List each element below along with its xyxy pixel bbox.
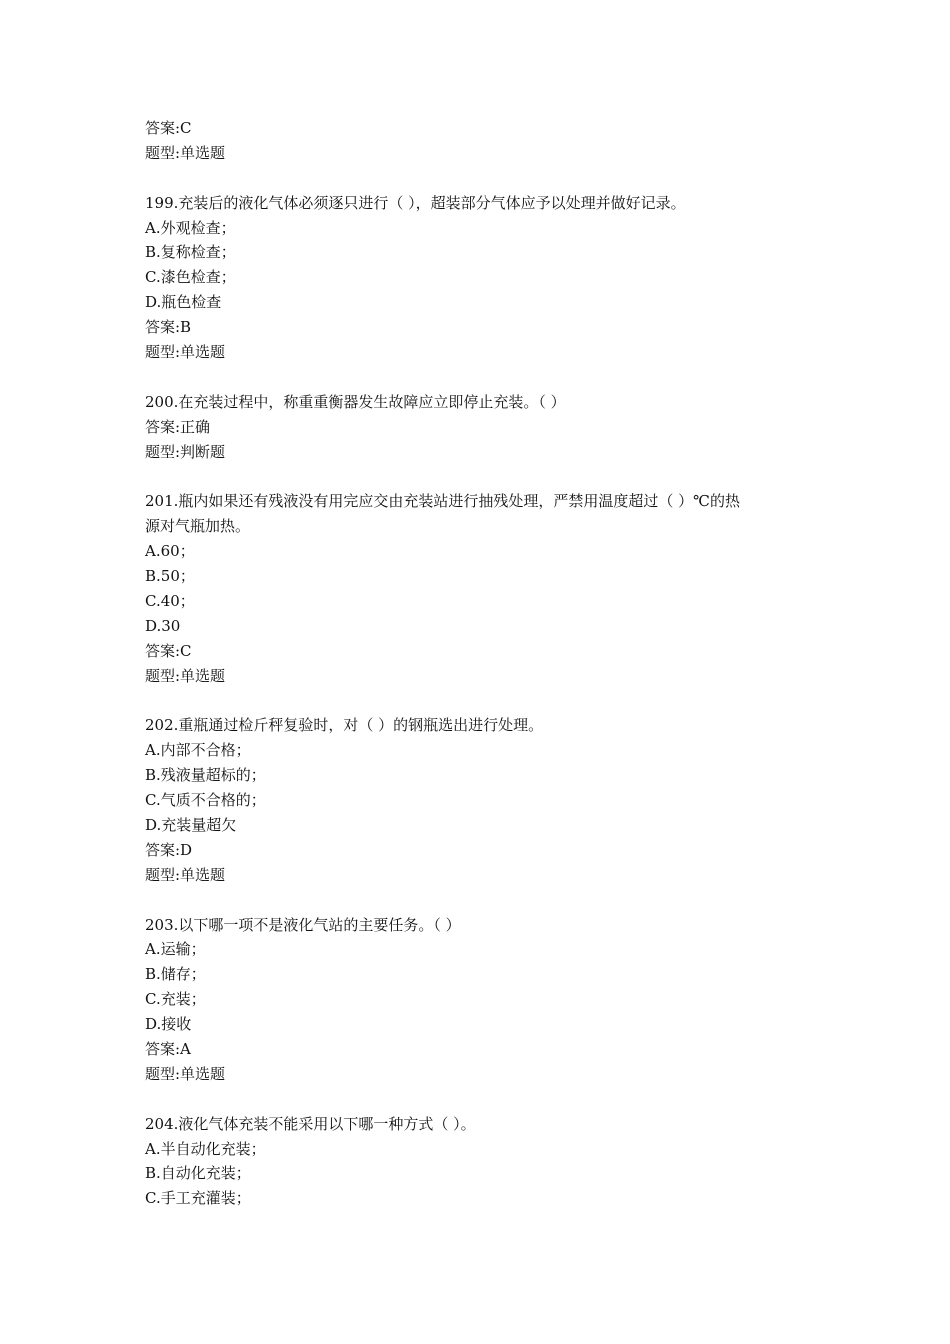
option-b: B.残液量超标的； bbox=[145, 766, 266, 785]
question-type-line: 题型:单选题 bbox=[145, 666, 226, 685]
option-c: C.气质不合格的； bbox=[145, 791, 266, 810]
option-c: C.漆色检查； bbox=[145, 268, 236, 287]
document-page bbox=[145, 116, 825, 1211]
question-type-line: 题型:判断题 bbox=[145, 442, 226, 461]
answer-line: 答案:B bbox=[145, 318, 192, 337]
question-stem-line-1: 201.瓶内如果还有残液没有用完应交由充装站进行抽残处理，严禁用温度超过（ ）℃的热 bbox=[145, 492, 740, 511]
question-201 bbox=[145, 489, 825, 688]
option-a: A.半自动化充装； bbox=[145, 1139, 266, 1158]
spacer bbox=[145, 1087, 825, 1112]
question-type-line: 题型:单选题 bbox=[145, 343, 226, 362]
question-type-line: 题型:单选题 bbox=[145, 1064, 226, 1083]
option-b: B.储存； bbox=[145, 965, 206, 984]
option-a: A.外观检查； bbox=[145, 218, 236, 237]
answer-line: 答案:D bbox=[145, 840, 193, 859]
question-type-line: 题型:单选题 bbox=[145, 865, 226, 884]
question-204 bbox=[145, 1112, 825, 1212]
spacer bbox=[145, 166, 825, 191]
answer-line: 答案:正确 bbox=[145, 417, 211, 436]
answer-line: 答案:A bbox=[145, 1039, 191, 1058]
question-stem: 199.充装后的液化气体必须逐只进行（ ），超装部分气体应予以处理并做好记录。 bbox=[145, 193, 686, 212]
spacer bbox=[145, 464, 825, 489]
spacer bbox=[145, 688, 825, 713]
option-a: A.60； bbox=[145, 542, 195, 561]
option-d: D.瓶色检查 bbox=[145, 293, 222, 312]
spacer bbox=[145, 888, 825, 913]
option-b: B.复称检查； bbox=[145, 243, 236, 262]
question-stem-line-2: 源对气瓶加热。 bbox=[145, 517, 251, 536]
answer-line: 答案:C bbox=[145, 641, 192, 660]
question-202 bbox=[145, 713, 825, 887]
question-type-line: 题型:单选题 bbox=[145, 143, 226, 162]
option-a: A.运输； bbox=[145, 940, 206, 959]
spacer bbox=[145, 365, 825, 390]
question-198-tail bbox=[145, 116, 825, 166]
question-stem: 202.重瓶通过检斤秤复验时，对（ ）的钢瓶选出进行处理。 bbox=[145, 716, 544, 735]
option-d: D.充装量超欠 bbox=[145, 815, 237, 834]
option-b: B.50； bbox=[145, 567, 195, 586]
question-stem: 203.以下哪一项不是液化气站的主要任务。（ ） bbox=[145, 915, 461, 934]
option-a: A.内部不合格； bbox=[145, 741, 251, 760]
option-b: B.自动化充装； bbox=[145, 1164, 251, 1183]
option-c: C.手工充灌装； bbox=[145, 1189, 251, 1208]
option-d: D.接收 bbox=[145, 1015, 192, 1034]
question-200 bbox=[145, 390, 825, 465]
option-c: C.40； bbox=[145, 591, 195, 610]
question-stem: 204.液化气体充装不能采用以下哪一种方式（ ）。 bbox=[145, 1114, 476, 1133]
question-stem: 200.在充装过程中，称重重衡器发生故障应立即停止充装。（ ） bbox=[145, 392, 566, 411]
question-199 bbox=[145, 191, 825, 365]
answer-line: 答案:C bbox=[145, 119, 192, 137]
option-c: C.充装； bbox=[145, 990, 206, 1009]
option-d: D.30 bbox=[145, 616, 181, 635]
question-203 bbox=[145, 913, 825, 1087]
